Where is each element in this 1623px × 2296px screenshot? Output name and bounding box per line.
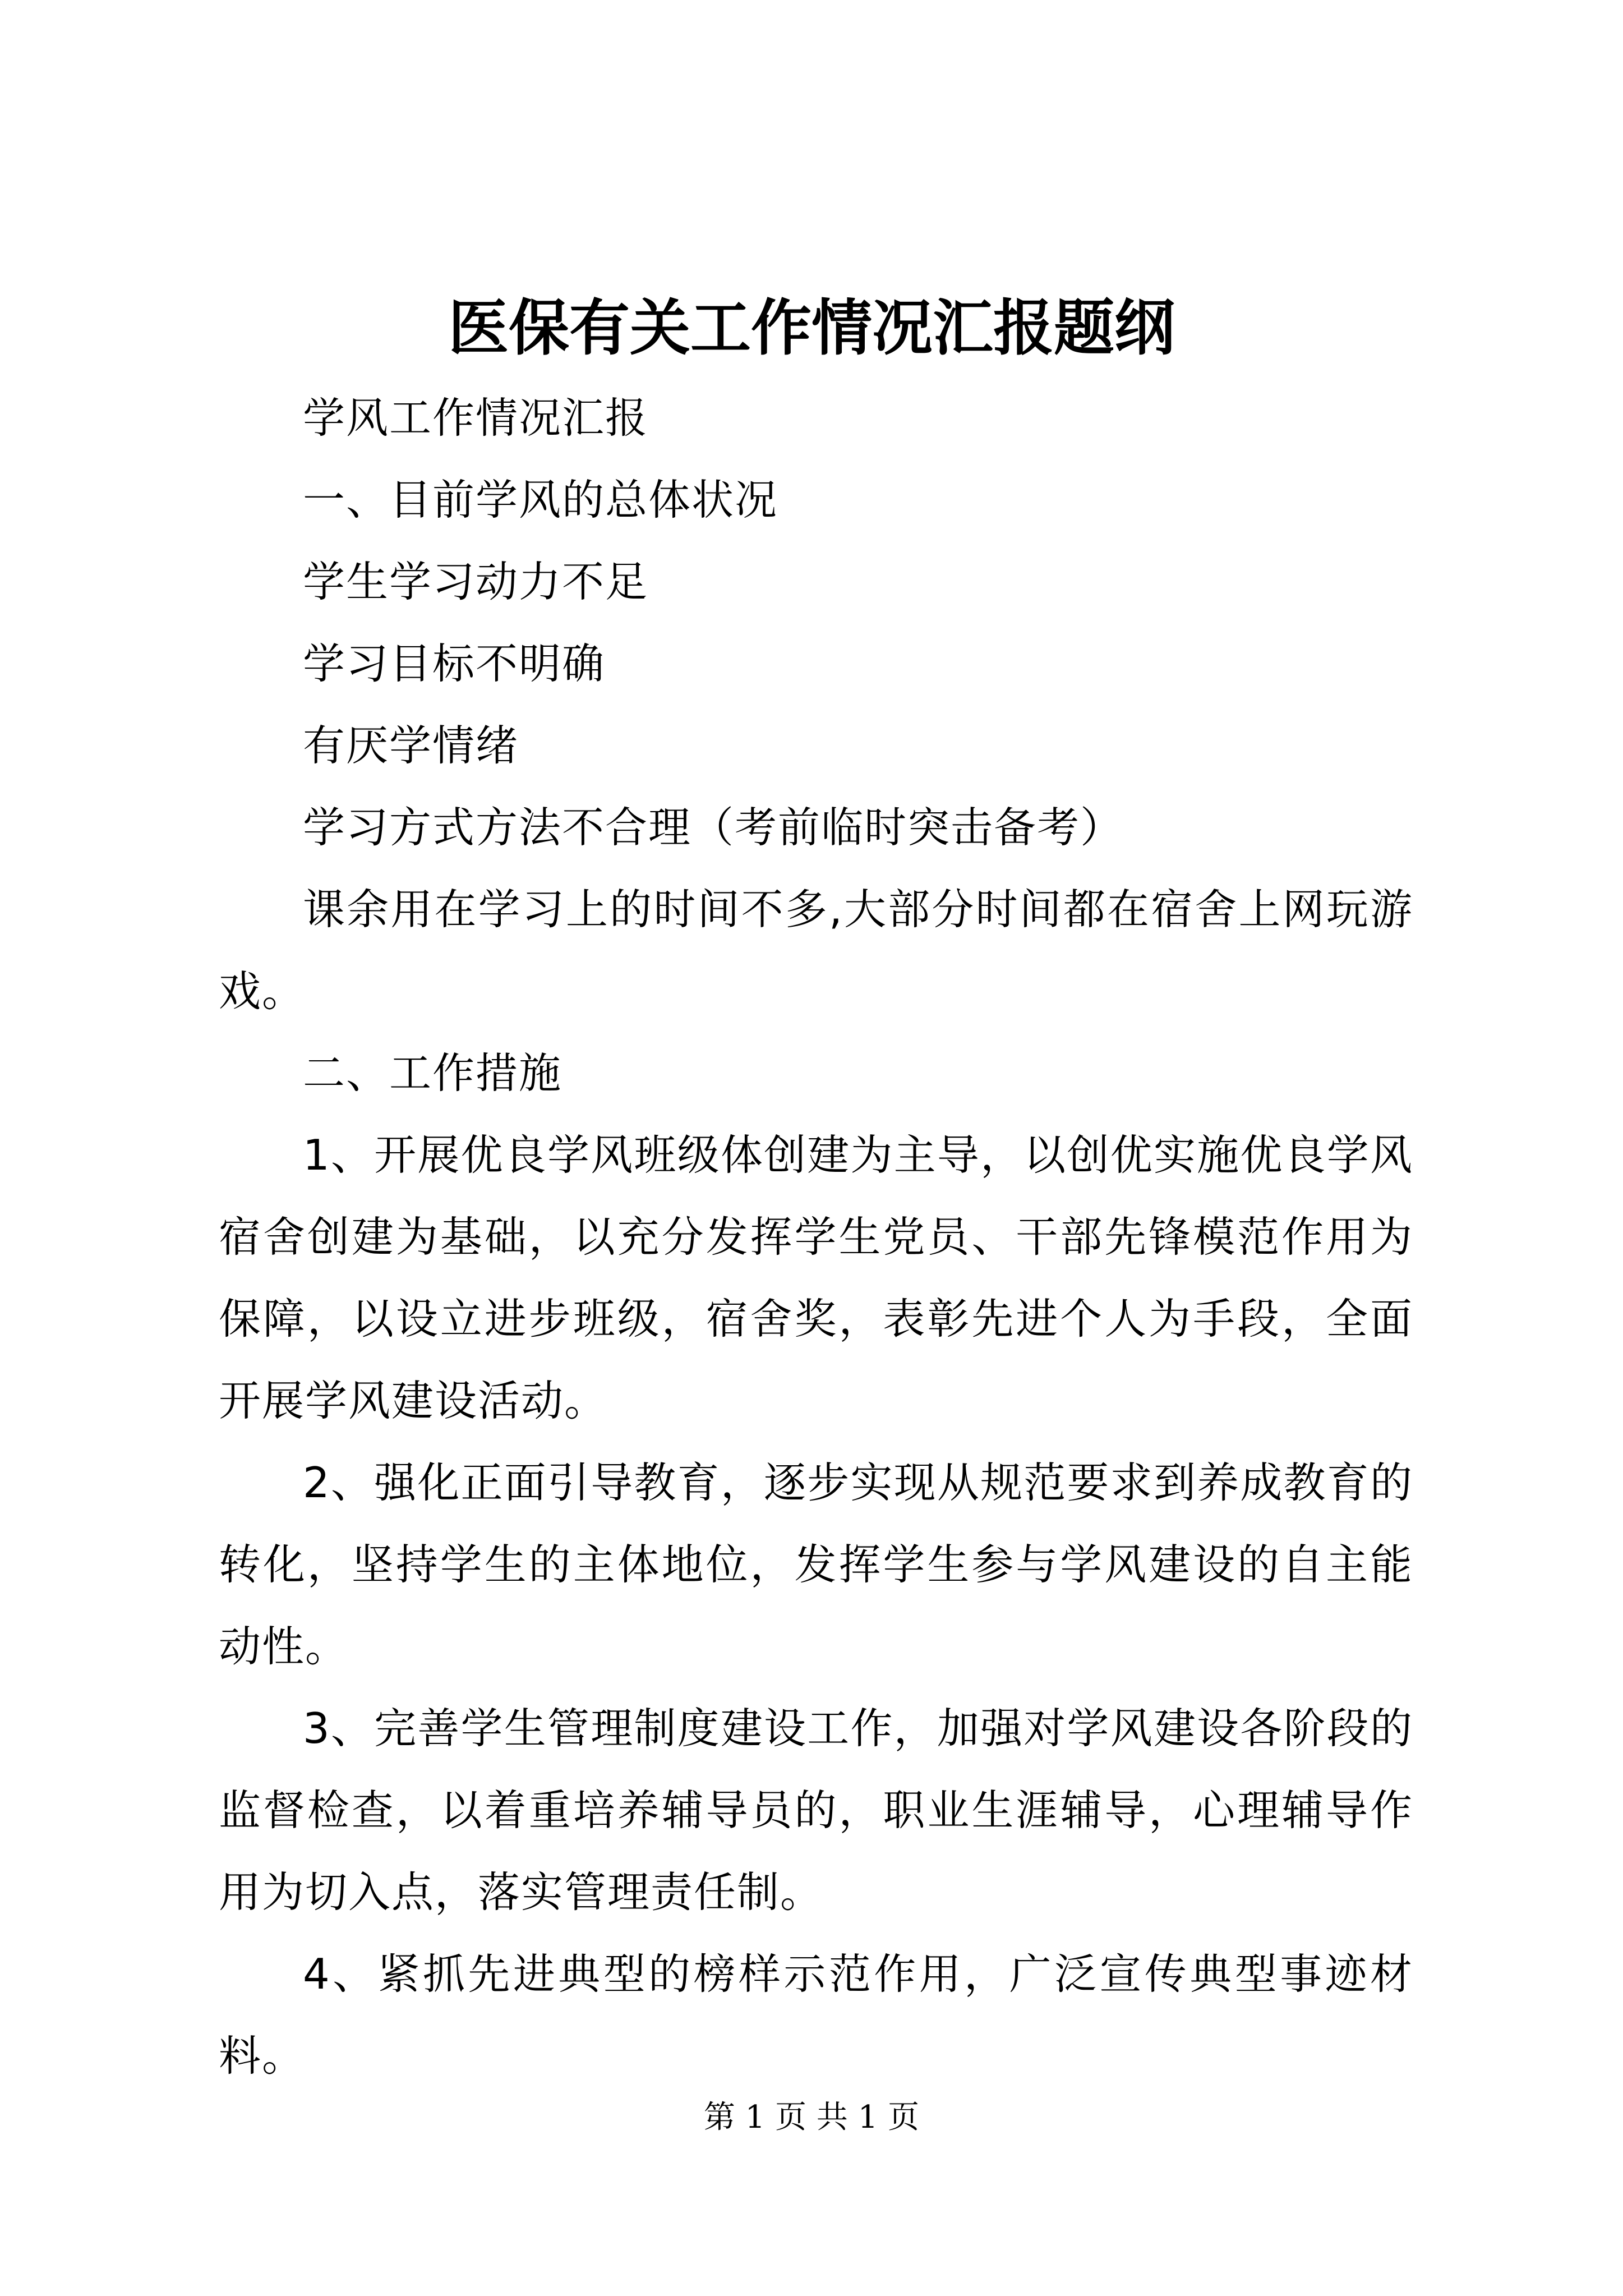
paragraph: 1、开展优良学风班级体创建为主导，以创优实施优良学风宿舍创建为基础，以充分发挥学生党员、干部先锋模范作用为保障，以设立进步班级，宿舍奖，表彰先进个人为手段，全面开展学风建设活动。 <box>219 1130 1413 1425</box>
paragraph: 学生学习动力不足 <box>303 557 649 606</box>
paragraph: 二、工作措施 <box>303 1048 562 1098</box>
document-body <box>219 377 1413 2097</box>
paragraph: 有厌学情绪 <box>303 721 519 770</box>
paragraph: 4、紧抓先进典型的榜样示范作用，广泛宣传典型事迹材料。 <box>219 1949 1413 2081</box>
paragraph: 课余用在学习上的时间不多,大部分时间都在宿舍上网玩游戏。 <box>219 885 1413 1016</box>
paragraph: 3、完善学生管理制度建设工作，加强对学风建设各阶段的监督检查，以着重培养辅导员的，职业生涯辅导，心理辅导作用为切入点，落实管理责任制。 <box>219 1704 1413 1917</box>
paragraph: 学习目标不明确 <box>303 639 606 688</box>
paragraph: 学风工作情况汇报 <box>303 393 649 443</box>
paragraph: 2、强化正面引导教育，逐步实现从规范要求到养成教育的转化，坚持学生的主体地位，发挥学生参与学风建设的自主能动性。 <box>219 1458 1413 1671</box>
page-footer: 第 1 页 共 1 页 <box>703 2099 920 2136</box>
document-title: 医保有关工作情况汇报题纲 <box>448 293 1175 364</box>
paragraph: 一、目前学风的总体状况 <box>303 475 778 524</box>
paragraph: 学习方式方法不合理（考前临时突击备考） <box>303 803 1124 852</box>
